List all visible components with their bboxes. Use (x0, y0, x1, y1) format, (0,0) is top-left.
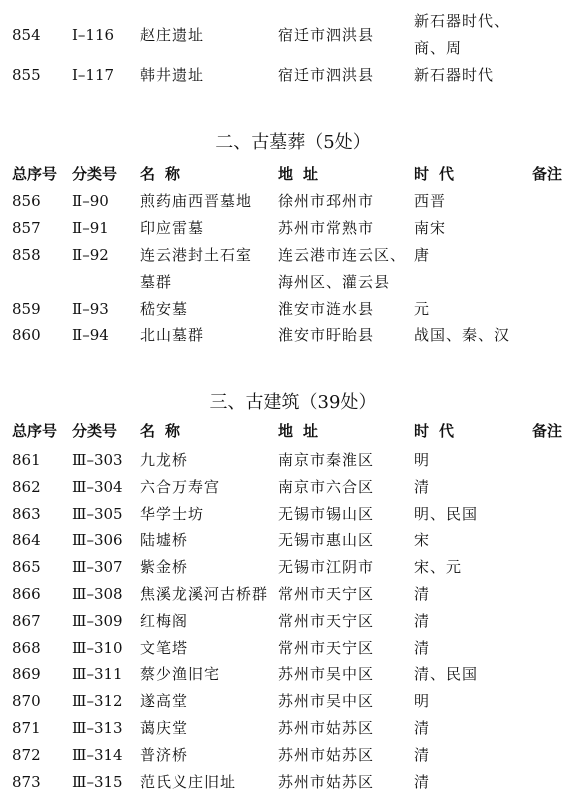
table-row (0, 501, 586, 528)
class-number: Ⅲ–308 (72, 585, 123, 603)
site-location: 常州市天宁区 (278, 585, 375, 603)
site-era: 唐 (414, 246, 431, 264)
header-class: 分类号 (72, 165, 118, 183)
site-era: 宋、元 (414, 558, 463, 576)
site-location: 淮安市涟水县 (278, 300, 375, 318)
site-era: 西晋 (414, 192, 447, 210)
table-row (0, 188, 586, 215)
header-era: 时代 (414, 422, 465, 440)
class-number: Ⅱ–94 (72, 326, 109, 344)
table-row (0, 474, 586, 501)
class-number: Ⅲ–312 (72, 692, 123, 710)
site-era: 新石器时代 (414, 66, 495, 84)
site-location: 南京市六合区 (278, 478, 375, 496)
class-number: Ⅱ–91 (72, 219, 109, 237)
name-line: 连云港封土石室 (140, 246, 253, 264)
site-location: 苏州市常熟市 (278, 219, 375, 237)
site-name: 九龙桥 (140, 451, 189, 469)
header-note: 备注 (532, 165, 563, 183)
table-row (0, 215, 586, 242)
site-name: 韩井遗址 (140, 66, 205, 84)
serial-number: 857 (12, 219, 41, 237)
site-era: 明 (414, 451, 431, 469)
table-row (0, 242, 586, 296)
site-location: 常州市天宁区 (278, 612, 375, 630)
header-location: 地址 (278, 422, 329, 440)
header-serial: 总序号 (12, 422, 58, 440)
class-number: Ⅲ–310 (72, 639, 123, 657)
table-row (0, 742, 586, 769)
site-era: 清 (414, 719, 431, 737)
site-era: 明、民国 (414, 505, 479, 523)
location-line: 连云港市连云区、 (278, 246, 407, 264)
class-number: Ⅲ–314 (72, 746, 123, 764)
era-line: 商、周 (414, 39, 463, 57)
location-line: 海州区、灌云县 (278, 273, 391, 291)
era-line: 新石器时代、 (414, 12, 511, 30)
site-location: 宿迁市泗洪县 (278, 26, 375, 44)
site-name: 华学士坊 (140, 505, 205, 523)
class-number: Ⅲ–315 (72, 773, 123, 791)
serial-number: 868 (12, 639, 41, 657)
site-location: 无锡市锡山区 (278, 505, 375, 523)
serial-number: 861 (12, 451, 41, 469)
serial-number: 863 (12, 505, 41, 523)
table-header (0, 418, 586, 445)
serial-number: 864 (12, 531, 41, 549)
site-location (278, 242, 406, 296)
site-era: 清、民国 (414, 665, 479, 683)
serial-number: 856 (12, 192, 41, 210)
header-class: 分类号 (72, 422, 118, 440)
section-title (0, 130, 586, 156)
class-number: Ⅱ–90 (72, 192, 109, 210)
section-count: （39处） (299, 392, 377, 413)
serial-number: 871 (12, 719, 41, 737)
table-row (0, 688, 586, 715)
class-number: Ⅱ–92 (72, 246, 109, 264)
serial-number: 858 (12, 246, 41, 264)
site-name: 六合万寿宫 (140, 478, 221, 496)
site-name: 普济桥 (140, 746, 189, 764)
site-location: 宿迁市泗洪县 (278, 66, 375, 84)
site-name: 范氏义庄旧址 (140, 773, 237, 791)
table-row (0, 447, 586, 474)
site-location: 苏州市吴中区 (278, 692, 375, 710)
site-name: 遂高堂 (140, 692, 189, 710)
site-name: 嵇安墓 (140, 300, 189, 318)
site-location: 无锡市惠山区 (278, 531, 375, 549)
section-title (0, 390, 586, 416)
serial-number: 866 (12, 585, 41, 603)
site-location: 苏州市姑苏区 (278, 773, 375, 791)
header-name: 名称 (140, 165, 191, 183)
site-name: 陆墟桥 (140, 531, 189, 549)
name-line: 墓群 (140, 273, 173, 291)
site-era: 清 (414, 585, 431, 603)
class-number: Ⅲ–313 (72, 719, 123, 737)
class-number: Ⅲ–307 (72, 558, 123, 576)
section-title-text: 二、古墓葬 (215, 132, 306, 153)
era-multiline (414, 8, 510, 62)
site-location: 常州市天宁区 (278, 639, 375, 657)
class-number: Ⅲ–303 (72, 451, 123, 469)
site-era: 清 (414, 612, 431, 630)
table-header (0, 161, 586, 188)
site-name: 蔡少渔旧宅 (140, 665, 221, 683)
table-row (0, 608, 586, 635)
site-era: 元 (414, 300, 431, 318)
table-row (0, 661, 586, 688)
class-number: Ⅲ–306 (72, 531, 123, 549)
header-note: 备注 (532, 422, 563, 440)
class-number: Ⅰ–117 (72, 66, 115, 84)
section-count: （5处） (305, 132, 371, 153)
site-era: 明 (414, 692, 431, 710)
site-name: 蔼庆堂 (140, 719, 189, 737)
class-number: Ⅰ–116 (72, 26, 115, 44)
header-location: 地址 (278, 165, 329, 183)
site-era: 清 (414, 746, 431, 764)
site-location: 苏州市姑苏区 (278, 746, 375, 764)
serial-number: 869 (12, 665, 41, 683)
site-location: 苏州市姑苏区 (278, 719, 375, 737)
table-row (0, 296, 586, 323)
site-name: 印应雷墓 (140, 219, 205, 237)
table-row (0, 62, 586, 89)
table-row (0, 554, 586, 581)
site-location: 徐州市邳州市 (278, 192, 375, 210)
serial-number: 860 (12, 326, 41, 344)
serial-number: 855 (12, 66, 41, 84)
site-era: 宋 (414, 531, 431, 549)
serial-number: 859 (12, 300, 41, 318)
serial-number: 870 (12, 692, 41, 710)
serial-number: 867 (12, 612, 41, 630)
class-number: Ⅲ–305 (72, 505, 123, 523)
site-location: 无锡市江阴市 (278, 558, 375, 576)
site-location: 苏州市吴中区 (278, 665, 375, 683)
table-row (0, 322, 586, 349)
site-era: 战国、秦、汉 (414, 326, 511, 344)
site-name: 煎药庙西晋墓地 (140, 192, 253, 210)
table-row (0, 635, 586, 662)
site-name: 焦溪龙溪河古桥群 (140, 585, 269, 603)
table-row (0, 769, 586, 796)
header-serial: 总序号 (12, 165, 58, 183)
site-name: 赵庄遗址 (140, 26, 205, 44)
site-era: 南宋 (414, 219, 447, 237)
site-name: 红梅阁 (140, 612, 189, 630)
site-name (140, 242, 252, 296)
header-name: 名称 (140, 422, 191, 440)
table-row (0, 527, 586, 554)
header-era: 时代 (414, 165, 465, 183)
serial-number: 862 (12, 478, 41, 496)
site-era: 清 (414, 478, 431, 496)
table-row (0, 581, 586, 608)
site-name: 北山墓群 (140, 326, 205, 344)
serial-number: 872 (12, 746, 41, 764)
class-number: Ⅱ–93 (72, 300, 109, 318)
site-name: 紫金桥 (140, 558, 189, 576)
site-location: 淮安市盱眙县 (278, 326, 375, 344)
site-location: 南京市秦淮区 (278, 451, 375, 469)
serial-number: 873 (12, 773, 41, 791)
site-name: 文笔塔 (140, 639, 189, 657)
class-number: Ⅲ–309 (72, 612, 123, 630)
serial-number: 865 (12, 558, 41, 576)
serial-number: 854 (12, 26, 41, 44)
section-title-text: 三、古建筑 (209, 392, 300, 413)
class-number: Ⅲ–311 (72, 665, 123, 683)
site-era: 清 (414, 773, 431, 791)
class-number: Ⅲ–304 (72, 478, 123, 496)
site-era: 清 (414, 639, 431, 657)
table-row (0, 715, 586, 742)
